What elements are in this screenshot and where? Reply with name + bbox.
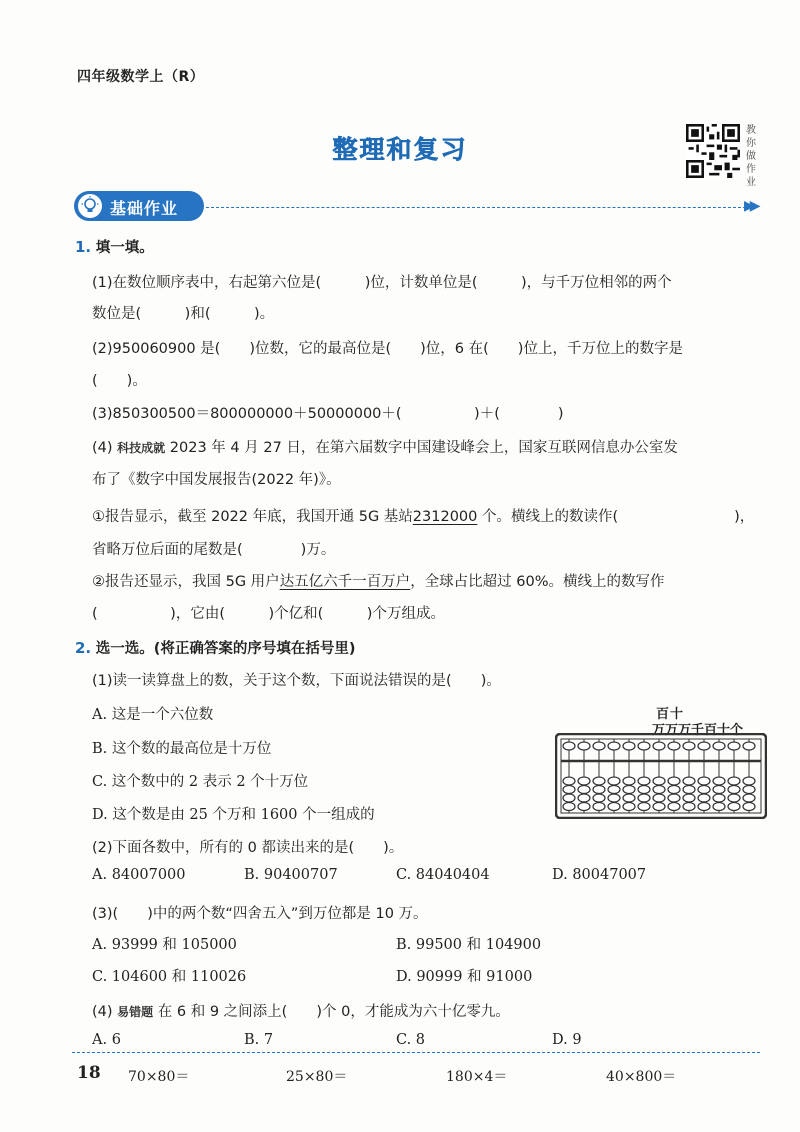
q1-part4-line2: 布了《数字中国发展报告(2022 年)》。 <box>92 472 341 488</box>
abacus-bead <box>728 786 740 794</box>
qr-code-icon[interactable] <box>686 124 740 178</box>
q1-part4a-post: 个。横线上的数读作( )， <box>477 509 755 525</box>
abacus-bead <box>578 786 590 794</box>
abacus-bead <box>638 742 650 750</box>
q2-sub4-label: (4) <box>92 1004 113 1020</box>
abacus-place-labels: 万万万千百十个 <box>652 723 744 738</box>
abacus-bead <box>713 786 725 794</box>
q1-part4-tag: 科技成就 <box>117 441 166 455</box>
q1-part4b-pre: ②报告还显示，我国 5G 用户 <box>92 574 280 590</box>
section-label: 基础作业 <box>110 199 179 218</box>
abacus-bead <box>608 794 620 802</box>
abacus-bead <box>743 794 755 802</box>
section-divider <box>206 207 746 208</box>
abacus-bead <box>728 803 740 811</box>
q1-part4a-pre: ①报告显示，截至 2022 年底，我国开通 5G 基站 <box>92 509 413 525</box>
abacus-figure <box>555 733 767 819</box>
q1-part4a-line1 <box>92 505 754 526</box>
q1-part4-text: 2023 年 4 月 27 日，在第六届数字中国建设峰会上，国家互联网信息办公室发 <box>169 440 678 456</box>
q2-sub3-option-b: B. 99500 和 104900 <box>396 937 542 953</box>
abacus-bead <box>713 803 725 811</box>
book-header: 四年级数学上（R） <box>77 69 205 85</box>
q2-sub2-option-a: A. 84007000 <box>92 867 186 883</box>
abacus-bead <box>623 794 635 802</box>
abacus-bead <box>578 803 590 811</box>
q1-part4b-post: ，全球占比超过 60%。横线上的数写作 <box>410 574 665 590</box>
section-basic-homework <box>74 191 204 221</box>
abacus-bead <box>698 803 710 811</box>
footer-calc-4: 40×800＝ <box>606 1069 677 1085</box>
q1-part4-label: (4) <box>92 440 113 456</box>
abacus-bead <box>593 786 605 794</box>
lightbulb-icon <box>78 194 102 218</box>
abacus-bead <box>608 777 620 785</box>
q2-sub3-option-c: C. 104600 和 110026 <box>92 969 247 985</box>
q1-title: 填一填。 <box>95 240 154 256</box>
q1-part4-line1 <box>92 436 678 457</box>
page-number: 18 <box>77 1063 101 1083</box>
q2-sub4-option-d: D. 9 <box>552 1032 582 1048</box>
abacus-bead <box>578 794 590 802</box>
abacus-bead <box>578 742 590 750</box>
abacus-bead <box>668 742 680 750</box>
q2-sub1: (1)读一读算盘上的数，关于这个数，下面说法错误的是( )。 <box>92 673 501 689</box>
abacus-bead <box>683 777 695 785</box>
abacus-bead <box>578 777 590 785</box>
abacus-bead <box>638 794 650 802</box>
abacus-bead <box>668 786 680 794</box>
abacus-bead <box>593 803 605 811</box>
q2-sub1-option-b: B. 这个数的最高位是十万位 <box>92 741 272 757</box>
q2-sub4-text: 在 6 和 9 之间添上( )个 0，才能成为六十亿零九。 <box>157 1004 510 1020</box>
double-arrow-icon: ▶▶ <box>744 198 756 214</box>
q1-part3: (3)850300500＝800000000＋50000000＋( )＋( ) <box>92 406 564 422</box>
abacus-bead <box>668 803 680 811</box>
abacus-bead <box>728 777 740 785</box>
abacus-bead <box>668 794 680 802</box>
abacus-bead <box>593 794 605 802</box>
abacus-bead <box>743 803 755 811</box>
abacus-bead <box>593 777 605 785</box>
abacus-bead <box>713 742 725 750</box>
footer-calc-2: 25×80＝ <box>286 1069 348 1085</box>
abacus-bead <box>743 742 755 750</box>
abacus-bead <box>683 742 695 750</box>
q1-part4b-line2: ( )，它由( )个亿和( )个万组成。 <box>92 606 445 622</box>
footer-calc-3: 180×4＝ <box>446 1069 508 1085</box>
abacus-bead <box>563 786 575 794</box>
q1-part2-line1: (2)950060900 是( )位数，它的最高位是( )位，6 在( )位上，千万位上的数字是 <box>92 341 683 357</box>
abacus-bead <box>563 803 575 811</box>
q1-number: 1. <box>75 238 92 256</box>
q2-number: 2. <box>75 639 92 657</box>
q2-sub2-option-d: D. 80047007 <box>552 867 647 883</box>
abacus-bead <box>623 803 635 811</box>
abacus-bead <box>743 777 755 785</box>
q2-instruction: (将正确答案的序号填在括号里) <box>153 641 356 657</box>
q1-heading <box>75 236 154 257</box>
abacus-bead <box>623 786 635 794</box>
abacus-bead <box>683 794 695 802</box>
abacus-bead <box>563 742 575 750</box>
q2-sub3-option-d: D. 90999 和 91000 <box>396 969 533 985</box>
q1-part4b-line1 <box>92 570 665 591</box>
abacus-bead <box>623 742 635 750</box>
page-title: 整理和复习 <box>332 135 468 164</box>
q2-sub2-option-c: C. 84040404 <box>396 867 490 883</box>
footer-calc-1: 70×80＝ <box>128 1069 190 1085</box>
abacus-bead <box>638 786 650 794</box>
abacus-bead <box>698 777 710 785</box>
abacus-bead <box>698 794 710 802</box>
abacus-bead <box>608 803 620 811</box>
q2-sub4 <box>92 1000 510 1021</box>
abacus-bead <box>743 786 755 794</box>
q2-sub3: (3)( )中的两个数“四舍五入”到万位都是 10 万。 <box>92 906 428 922</box>
footer-divider <box>72 1052 760 1053</box>
q1-part2-line2: ( )。 <box>92 373 147 389</box>
q2-sub3-option-a: A. 93999 和 105000 <box>92 937 237 953</box>
abacus-bead <box>638 777 650 785</box>
q2-title: 选一选。 <box>95 641 154 657</box>
abacus-bead <box>653 742 665 750</box>
q1-part1-line2: 数位是( )和( )。 <box>92 306 275 322</box>
abacus-bead <box>698 742 710 750</box>
q2-sub2-option-b: B. 90400707 <box>244 867 338 883</box>
abacus-bead <box>608 786 620 794</box>
q2-sub1-option-d: D. 这个数是由 25 个万和 1600 个一组成的 <box>92 807 375 823</box>
abacus-bead <box>638 803 650 811</box>
abacus-bead <box>593 742 605 750</box>
abacus-bead <box>713 777 725 785</box>
abacus-bead <box>698 786 710 794</box>
q2-sub4-option-a: A. 6 <box>92 1032 121 1048</box>
q1-part4b-underlined: 达五亿六千一百万户 <box>279 574 411 590</box>
abacus-bead <box>563 777 575 785</box>
abacus-bead <box>683 786 695 794</box>
abacus-top-label: 百十 <box>656 707 685 722</box>
q2-sub1-option-a: A. 这是一个六位数 <box>92 707 214 723</box>
q1-part4a-underlined: 2312000 <box>412 509 478 525</box>
abacus-bead <box>653 786 665 794</box>
q2-sub4-option-c: C. 8 <box>396 1032 426 1048</box>
abacus-bead <box>623 777 635 785</box>
abacus-bead <box>563 794 575 802</box>
abacus-bead <box>653 777 665 785</box>
abacus-bead <box>728 794 740 802</box>
qr-caption: 教你做作业 <box>746 125 756 188</box>
q2-sub2: (2)下面各数中，所有的 0 都读出来的是( )。 <box>92 840 404 856</box>
q2-heading <box>75 637 356 658</box>
q1-part1-line1: (1)在数位顺序表中，右起第六位是( )位，计数单位是( )，与千万位相邻的两个 <box>92 275 672 291</box>
q2-sub1-option-c: C. 这个数中的 2 表示 2 个十万位 <box>92 774 309 790</box>
abacus-bead <box>713 794 725 802</box>
q2-sub4-option-b: B. 7 <box>244 1032 274 1048</box>
abacus-bead <box>728 742 740 750</box>
abacus-bead <box>668 777 680 785</box>
abacus-bead <box>608 742 620 750</box>
abacus-bead <box>653 803 665 811</box>
q2-sub4-tag: 易错题 <box>117 1005 154 1019</box>
abacus-bead <box>653 794 665 802</box>
abacus-bead <box>683 803 695 811</box>
q1-part4a-line2: 省略万位后面的尾数是( )万。 <box>92 542 336 558</box>
